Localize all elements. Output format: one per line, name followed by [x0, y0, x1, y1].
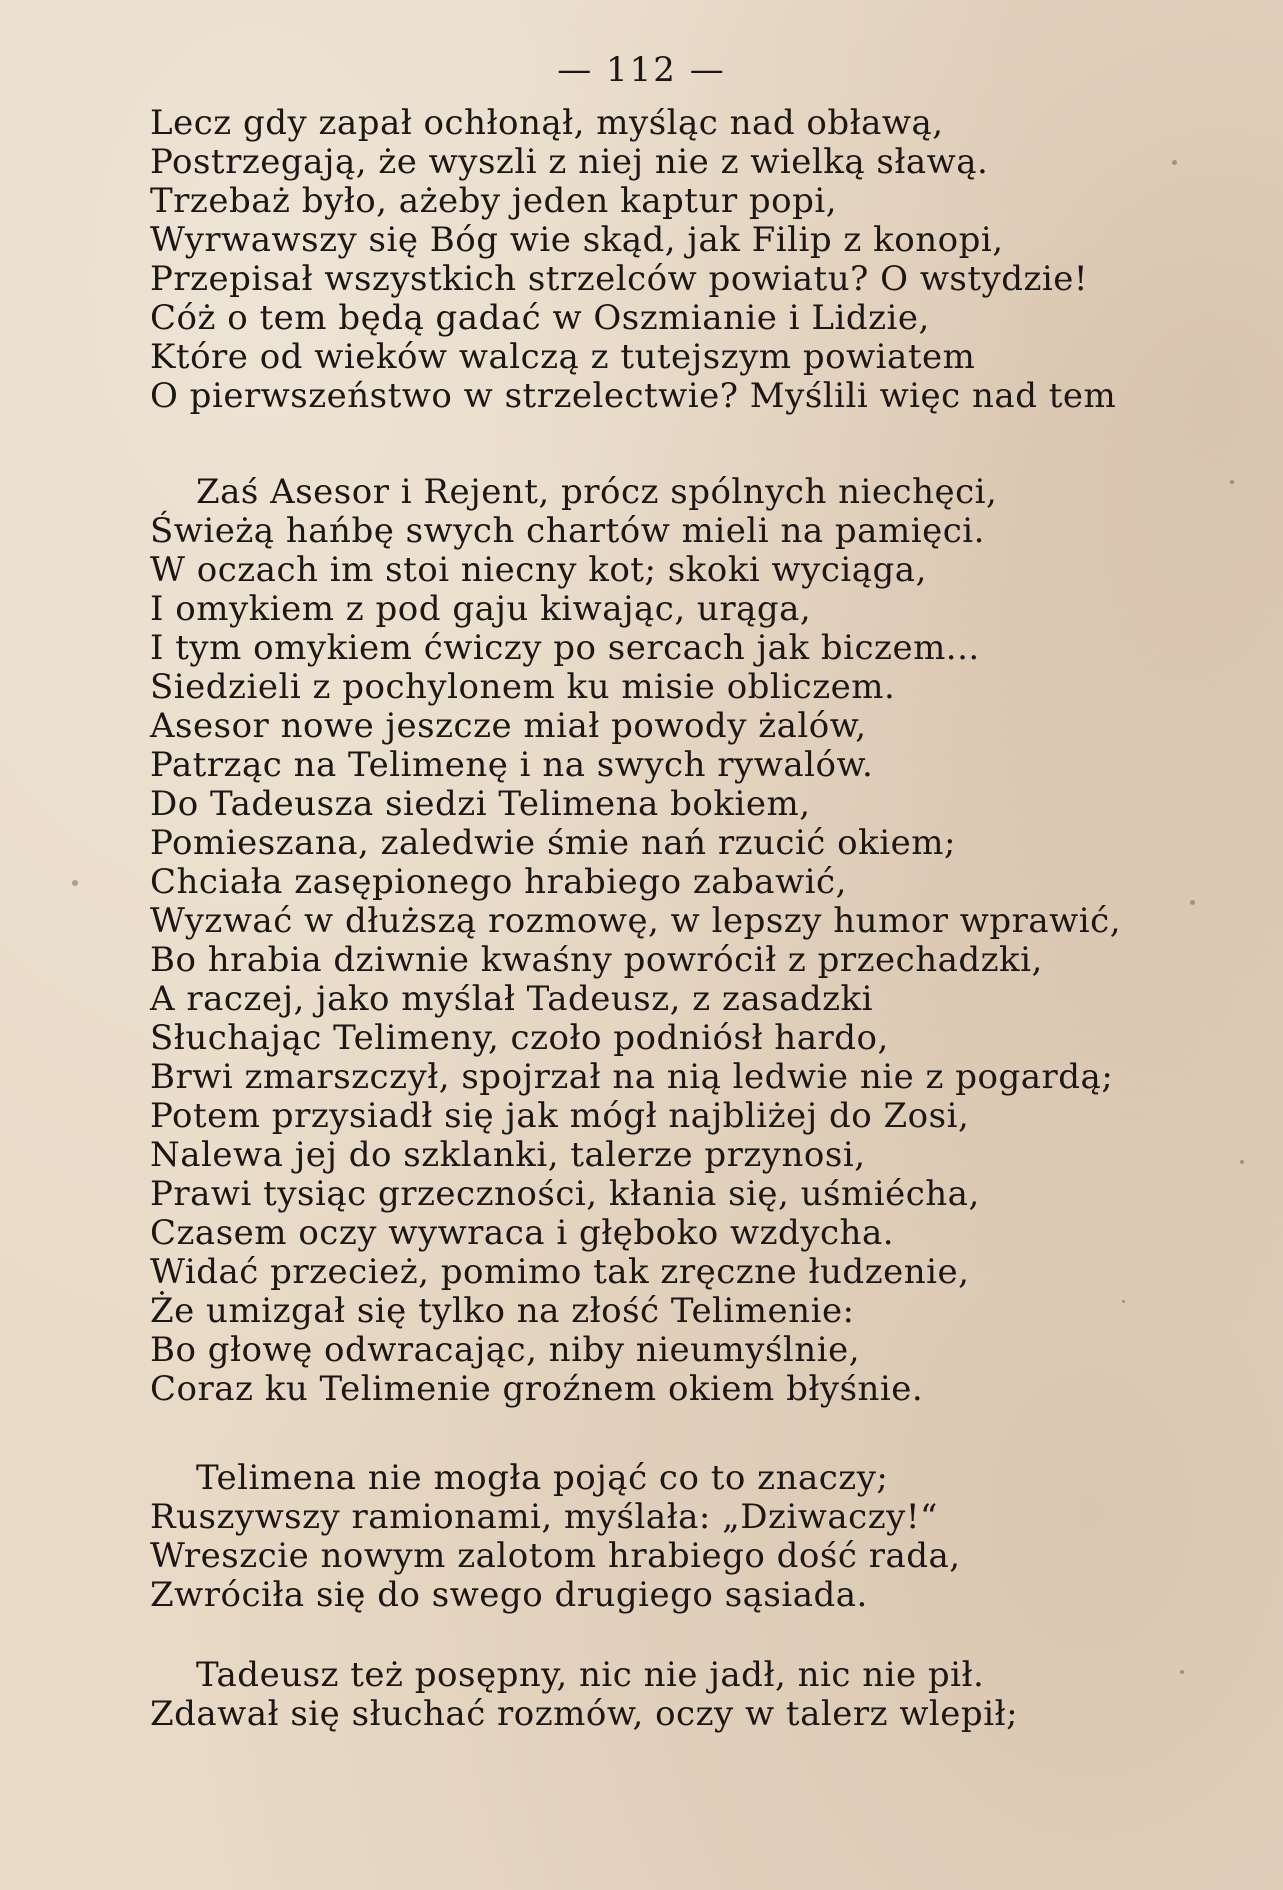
paper-speck: [1122, 1300, 1125, 1303]
verse-line: Widać przecież, pomimo tak zręczne łudzenie,: [150, 1252, 970, 1292]
verse-line: I omykiem z pod gaju kiwając, urąga,: [150, 589, 812, 629]
verse-line: Które od wieków walczą z tutejszym powiatem: [150, 337, 976, 377]
verse-line: Czasem oczy wywraca i głęboko wzdycha.: [150, 1213, 895, 1253]
verse-line: Że umizgał się tylko na złość Telimenie:: [150, 1291, 855, 1331]
verse-line: Brwi zmarszczył, spojrzał na nią ledwie nie z pogardą;: [150, 1057, 1114, 1097]
verse-line: Prawi tysiąc grzeczności, kłania się, uśmiécha,: [150, 1174, 980, 1214]
verse-line: W oczach im stoi niecny kot; skoki wyciąga,: [150, 550, 927, 590]
verse-line: O pierwszeństwo w strzelectwie? Myślili więc nad tem: [150, 376, 1117, 416]
verse-line: Wyzwać w dłuższą rozmowę, w lepszy humor wprawić,: [150, 901, 1122, 941]
verse-line: Słuchając Telimeny, czoło podniósł hardo,: [150, 1018, 889, 1058]
paper-speck: [1172, 160, 1177, 165]
verse-line: Telimena nie mogła pojąć co to znaczy;: [196, 1458, 889, 1498]
verse-line: Świeżą hańbę swych chartów mieli na pamięci.: [150, 511, 985, 551]
verse-line: Przepisał wszystkich strzelców powiatu? O wstydzie!: [150, 259, 1089, 299]
paper-speck: [1230, 480, 1234, 484]
verse-line: Bo hrabia dziwnie kwaśny powrócił z przechadzki,: [150, 940, 1043, 980]
verse-line: I tym omykiem ćwiczy po sercach jak biczem...: [150, 628, 980, 668]
paper-speck: [1180, 1670, 1184, 1674]
verse-line: Cóż o tem będą gadać w Oszmianie i Lidzie,: [150, 298, 930, 338]
stanza: [150, 1656, 1210, 1734]
verse-line: A raczej, jako myślał Tadeusz, z zasadzki: [150, 979, 874, 1019]
verse-line: Coraz ku Telimenie groźnem okiem błyśnie.: [150, 1369, 924, 1409]
verse-line: Wreszcie nowym zalotom hrabiego dość rada,: [150, 1536, 961, 1576]
verse-line: Zdawał się słuchać rozmów, oczy w talerz wlepił;: [150, 1694, 1019, 1734]
verse-line: Patrząc na Telimenę i na swych rywalów.: [150, 745, 874, 785]
page-number: — 112 —: [557, 50, 726, 90]
stanza: [150, 1459, 1210, 1615]
verse-line: Tadeusz też posępny, nic nie jadł, nic nie pił.: [196, 1655, 985, 1695]
verse-line: Wyrwawszy się Bóg wie skąd, jak Filip z konopi,: [150, 220, 1004, 260]
verse-line: Lecz gdy zapał ochłonął, myśląc nad obławą,: [150, 103, 944, 143]
verse-line: Postrzegają, że wyszli z niej nie z wielką sławą.: [150, 142, 989, 182]
verse-line: Do Tadeusza siedzi Telimena bokiem,: [150, 784, 811, 824]
paper-speck: [1190, 900, 1195, 905]
stanza: [150, 473, 1210, 1409]
verse-line: Ruszywszy ramionami, myślała: „Dziwaczy!“: [150, 1497, 938, 1537]
stanza: [150, 104, 1210, 416]
verse-line: Nalewa jej do szklanki, talerze przynosi,: [150, 1135, 866, 1175]
verse-line: Trzebaż było, ażeby jeden kaptur popi,: [150, 181, 838, 221]
paper-speck: [72, 880, 78, 886]
verse-line: Siedzieli z pochylonem ku misie obliczem.: [150, 667, 896, 707]
verse-line: Zwróciła się do swego drugiego sąsiada.: [150, 1575, 868, 1615]
verse-line: Asesor nowe jeszcze miał powody żalów,: [150, 706, 867, 746]
verse-line: Chciała zasępionego hrabiego zabawić,: [150, 862, 847, 902]
verse-line: Zaś Asesor i Rejent, prócz spólnych niechęci,: [196, 472, 998, 512]
verse-line: Pomieszana, zaledwie śmie nań rzucić okiem;: [150, 823, 956, 863]
verse-line: Potem przysiadł się jak mógł najbliżej do Zosi,: [150, 1096, 970, 1136]
verse-line: Bo głowę odwracając, niby nieumyślnie,: [150, 1330, 861, 1370]
paper-speck: [1240, 1160, 1244, 1164]
